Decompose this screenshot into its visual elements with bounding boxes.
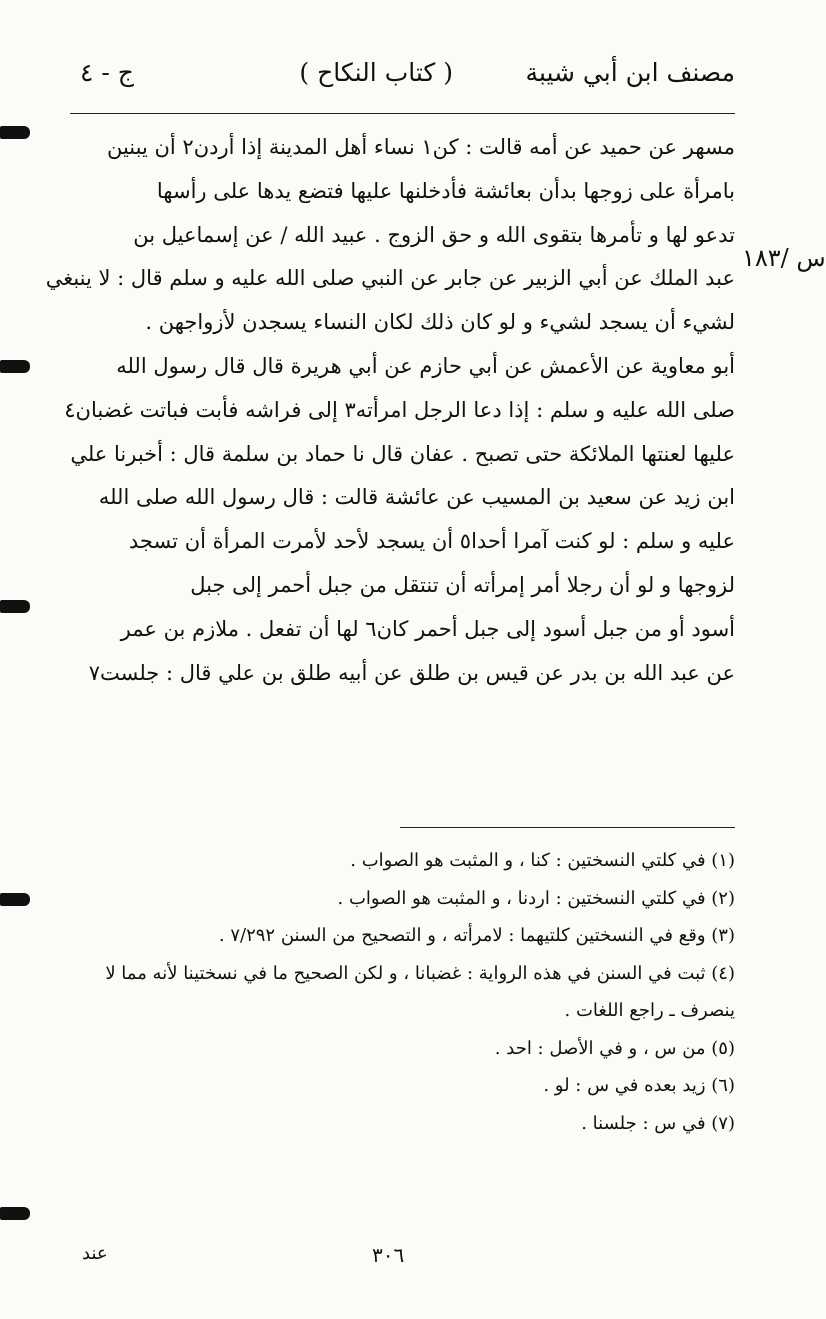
binding-mark (0, 893, 30, 906)
binding-mark (0, 600, 30, 613)
text-line: صلى الله عليه و سلم : إذا دعا الرجل امرأته٣ إلى فراشه فأبت فباتت غضبان٤ (64, 397, 735, 422)
binding-mark (0, 360, 30, 373)
footnotes (70, 842, 735, 1142)
text-line: عليه و سلم : لو كنت آمرا أحدا٥ أن يسجد لأحد لأمرت المرأة أن تسجد (128, 529, 735, 554)
page-number: ٣٠٦ (372, 1243, 405, 1267)
text-line: بامرأة على زوجها بدأن بعائشة فأدخلنها عليها فتضع يدها على رأسها (156, 178, 735, 203)
chapter-title: ( كتاب النكاح ) (299, 58, 453, 87)
footnote: (٤) ثبت في السنن في هذه الرواية : غضبانا ، و لكن الصحيح ما في نسختينا لأنه مما لا (105, 962, 735, 984)
text-line: عليها لعنتها الملائكة حتى تصبح . عفان قال نا حماد بن سلمة قال : أخبرنا علي (70, 441, 735, 466)
binding-mark (0, 1207, 30, 1220)
text-line: عبد الملك عن أبي الزبير عن جابر عن النبي صلى الله عليه و سلم قال : لا ينبغي (45, 266, 735, 291)
text-line: عن عبد الله بن بدر عن قيس بن طلق عن أبيه طلق بن علي قال : جلست٧ (88, 660, 735, 685)
text-line: أبو معاوية عن الأعمش عن أبي حازم عن أبي هريرة قال قال رسول الله (116, 353, 735, 378)
book-title: مصنف ابن أبي شيبة (525, 58, 735, 87)
footnote: (٢) في كلتي النسختين : اردنا ، و المثبت هو الصواب . (337, 887, 735, 909)
footnote: (٦) زيد بعده في س : لو . (543, 1075, 735, 1096)
header-divider (70, 113, 735, 114)
text-line: لزوجها و لو أن رجلا أمر إمرأته أن تنتقل من جبل أحمر إلى جبل (190, 572, 735, 597)
binding-mark (0, 126, 30, 139)
catchword: عند (82, 1243, 108, 1264)
footnote: (٥) من س ، و في الأصل : احد . (494, 1037, 735, 1059)
text-line: أسود أو من جبل أسود إلى جبل أحمر كان٦ لها أن تفعل . ملازم بن عمر (120, 616, 735, 641)
footnote: (٧) في س : جلسنا . (581, 1112, 735, 1134)
footnote-divider (400, 827, 735, 828)
text-line: لشيء أن يسجد لشيء و لو كان ذلك لكان النساء يسجدن لأزواجهن . (145, 310, 735, 335)
main-text (45, 126, 735, 695)
footnote: (٣) وقع في النسختين كلتيهما : لامرأته ، و التصحيح من السنن ٧/٢٩٢ . (218, 925, 735, 946)
running-header (70, 58, 735, 98)
footnote-continuation: ينصرف ـ راجع اللغات . (564, 1000, 735, 1021)
footnote: (١) في كلتي النسختين : كنا ، و المثبت هو الصواب . (350, 850, 735, 871)
text-line: ابن زيد عن سعيد بن المسيب عن عائشة قالت : قال رسول الله صلى الله (98, 485, 735, 510)
volume-label: ج - ٤ (80, 58, 134, 87)
text-line: تدعو لها و تأمرها بتقوى الله و حق الزوج . عبيد الله / عن إسماعيل بن (133, 222, 735, 247)
text-line: مسهر عن حميد عن أمه قالت : كن١ نساء أهل المدينة إذا أردن٢ أن يبنين (106, 135, 735, 159)
margin-page-reference: س /١٨٣ (742, 244, 826, 272)
